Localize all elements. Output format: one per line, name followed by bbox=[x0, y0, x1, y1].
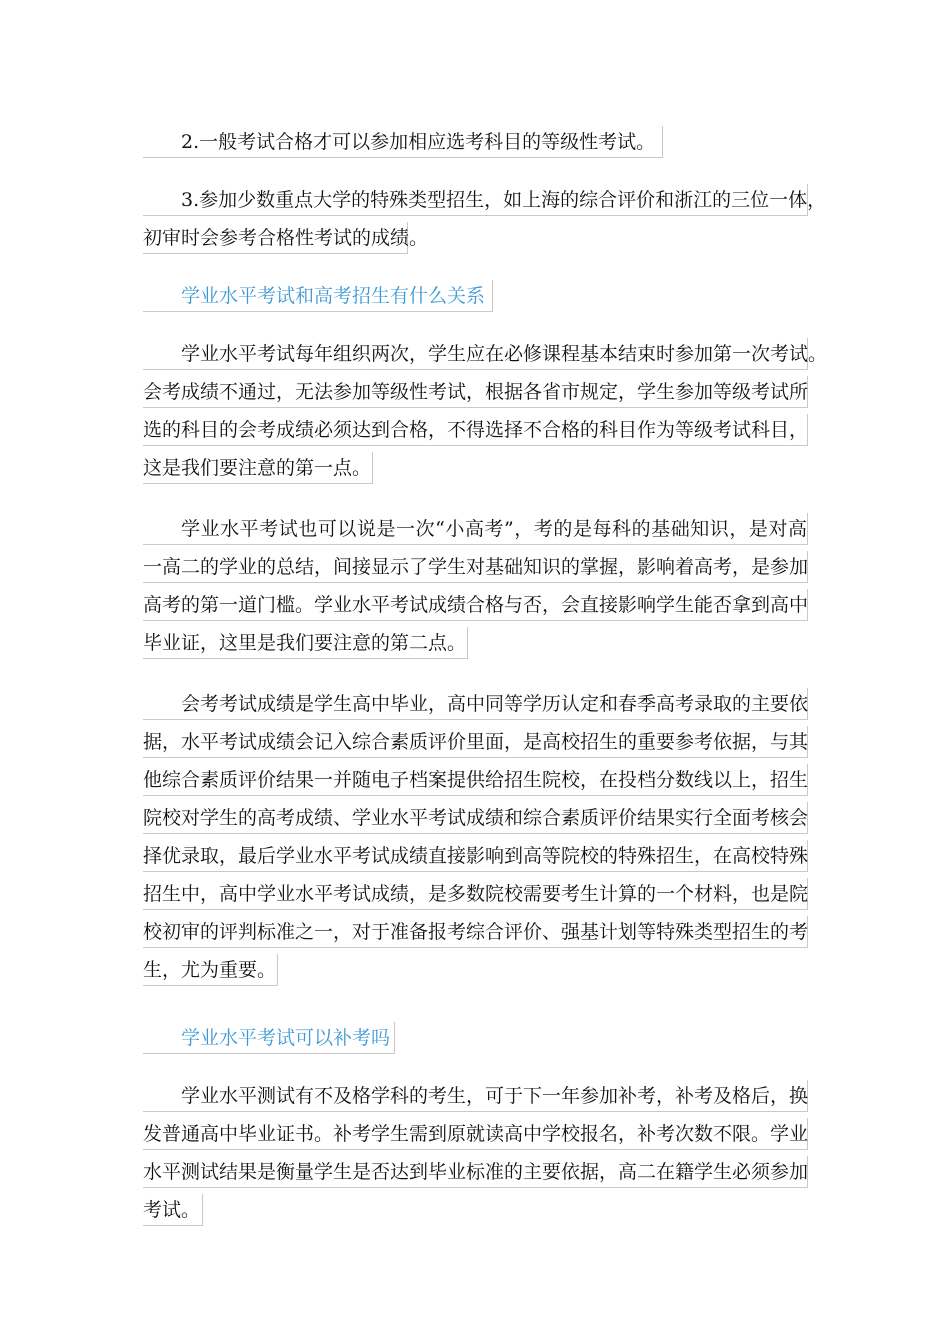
paragraph-admission-basis bbox=[143, 688, 808, 986]
text-line: 生，尤为重要。 bbox=[143, 954, 278, 986]
section-heading-relation bbox=[143, 280, 493, 312]
text-line: 一高二的学业的总结，间接显示了学生对基础知识的掌握，影响着高考，是参加 bbox=[143, 551, 808, 583]
text-line: 校初审的评判标准之一，对于准备报考综合评价、强基计划等特殊类型招生的考 bbox=[143, 916, 808, 948]
text-line: 选的科目的会考成绩必须达到合格，不得选择不合格的科目作为等级考试科目， bbox=[143, 414, 808, 446]
text-line: 学业水平考试也可以说是一次“小高考”，考的是每科的基础知识，是对高 bbox=[143, 513, 808, 545]
text-line: 2.一般考试合格才可以参加相应选考科目的等级性考试。 bbox=[143, 126, 663, 158]
text-line: 择优录取，最后学业水平考试成绩直接影响到高等院校的特殊招生，在高校特殊 bbox=[143, 840, 808, 872]
text-line: 3.参加少数重点大学的特殊类型招生，如上海的综合评价和浙江的三位一体， bbox=[143, 184, 808, 216]
text-line: 院校对学生的高考成绩、学业水平考试成绩和综合素质评价结果实行全面考核会 bbox=[143, 802, 808, 834]
text-line: 初审时会参考合格性考试的成绩。 bbox=[143, 222, 408, 254]
text-line: 学业水平测试有不及格学科的考生，可于下一年参加补考，补考及格后，换 bbox=[143, 1080, 808, 1112]
text-line: 会考成绩不通过，无法参加等级性考试，根据各省市规定，学生参加等级考试所 bbox=[143, 376, 808, 408]
text-line: 他综合素质评价结果一并随电子档案提供给招生院校，在投档分数线以上，招生 bbox=[143, 764, 808, 796]
text-line: 这是我们要注意的第一点。 bbox=[143, 452, 373, 484]
text-line: 高考的第一道门槛。学业水平考试成绩合格与否，会直接影响学生能否拿到高中 bbox=[143, 589, 808, 621]
text-line: 水平测试结果是衡量学生是否达到毕业标准的主要依据，高二在籍学生必须参加 bbox=[143, 1156, 808, 1188]
paragraph-twice-yearly bbox=[143, 338, 828, 484]
text-line: 据，水平考试成绩会记入综合素质评价里面，是高校招生的重要参考依据，与其 bbox=[143, 726, 808, 758]
text-line: 招生中，高中学业水平考试成绩，是多数院校需要考生计算的一个材料，也是院 bbox=[143, 878, 808, 910]
heading-text: 学业水平考试和高考招生有什么关系 bbox=[143, 280, 493, 312]
section-heading-retake bbox=[143, 1022, 395, 1054]
text-line: 毕业证，这里是我们要注意的第二点。 bbox=[143, 627, 468, 659]
paragraph-item-3 bbox=[143, 184, 827, 254]
text-line: 考试。 bbox=[143, 1194, 203, 1226]
text-line: 发普通高中毕业证书。补考学生需到原就读高中学校报名，补考次数不限。学业 bbox=[143, 1118, 808, 1150]
paragraph-small-gaokao bbox=[143, 513, 808, 659]
heading-text: 学业水平考试可以补考吗 bbox=[143, 1022, 395, 1054]
text-line: 学业水平考试每年组织两次，学生应在必修课程基本结束时参加第一次考试。 bbox=[143, 338, 808, 370]
text-line: 会考考试成绩是学生高中毕业，高中同等学历认定和春季高考录取的主要依 bbox=[143, 688, 808, 720]
paragraph-item-2 bbox=[143, 126, 663, 158]
paragraph-retake bbox=[143, 1080, 808, 1226]
